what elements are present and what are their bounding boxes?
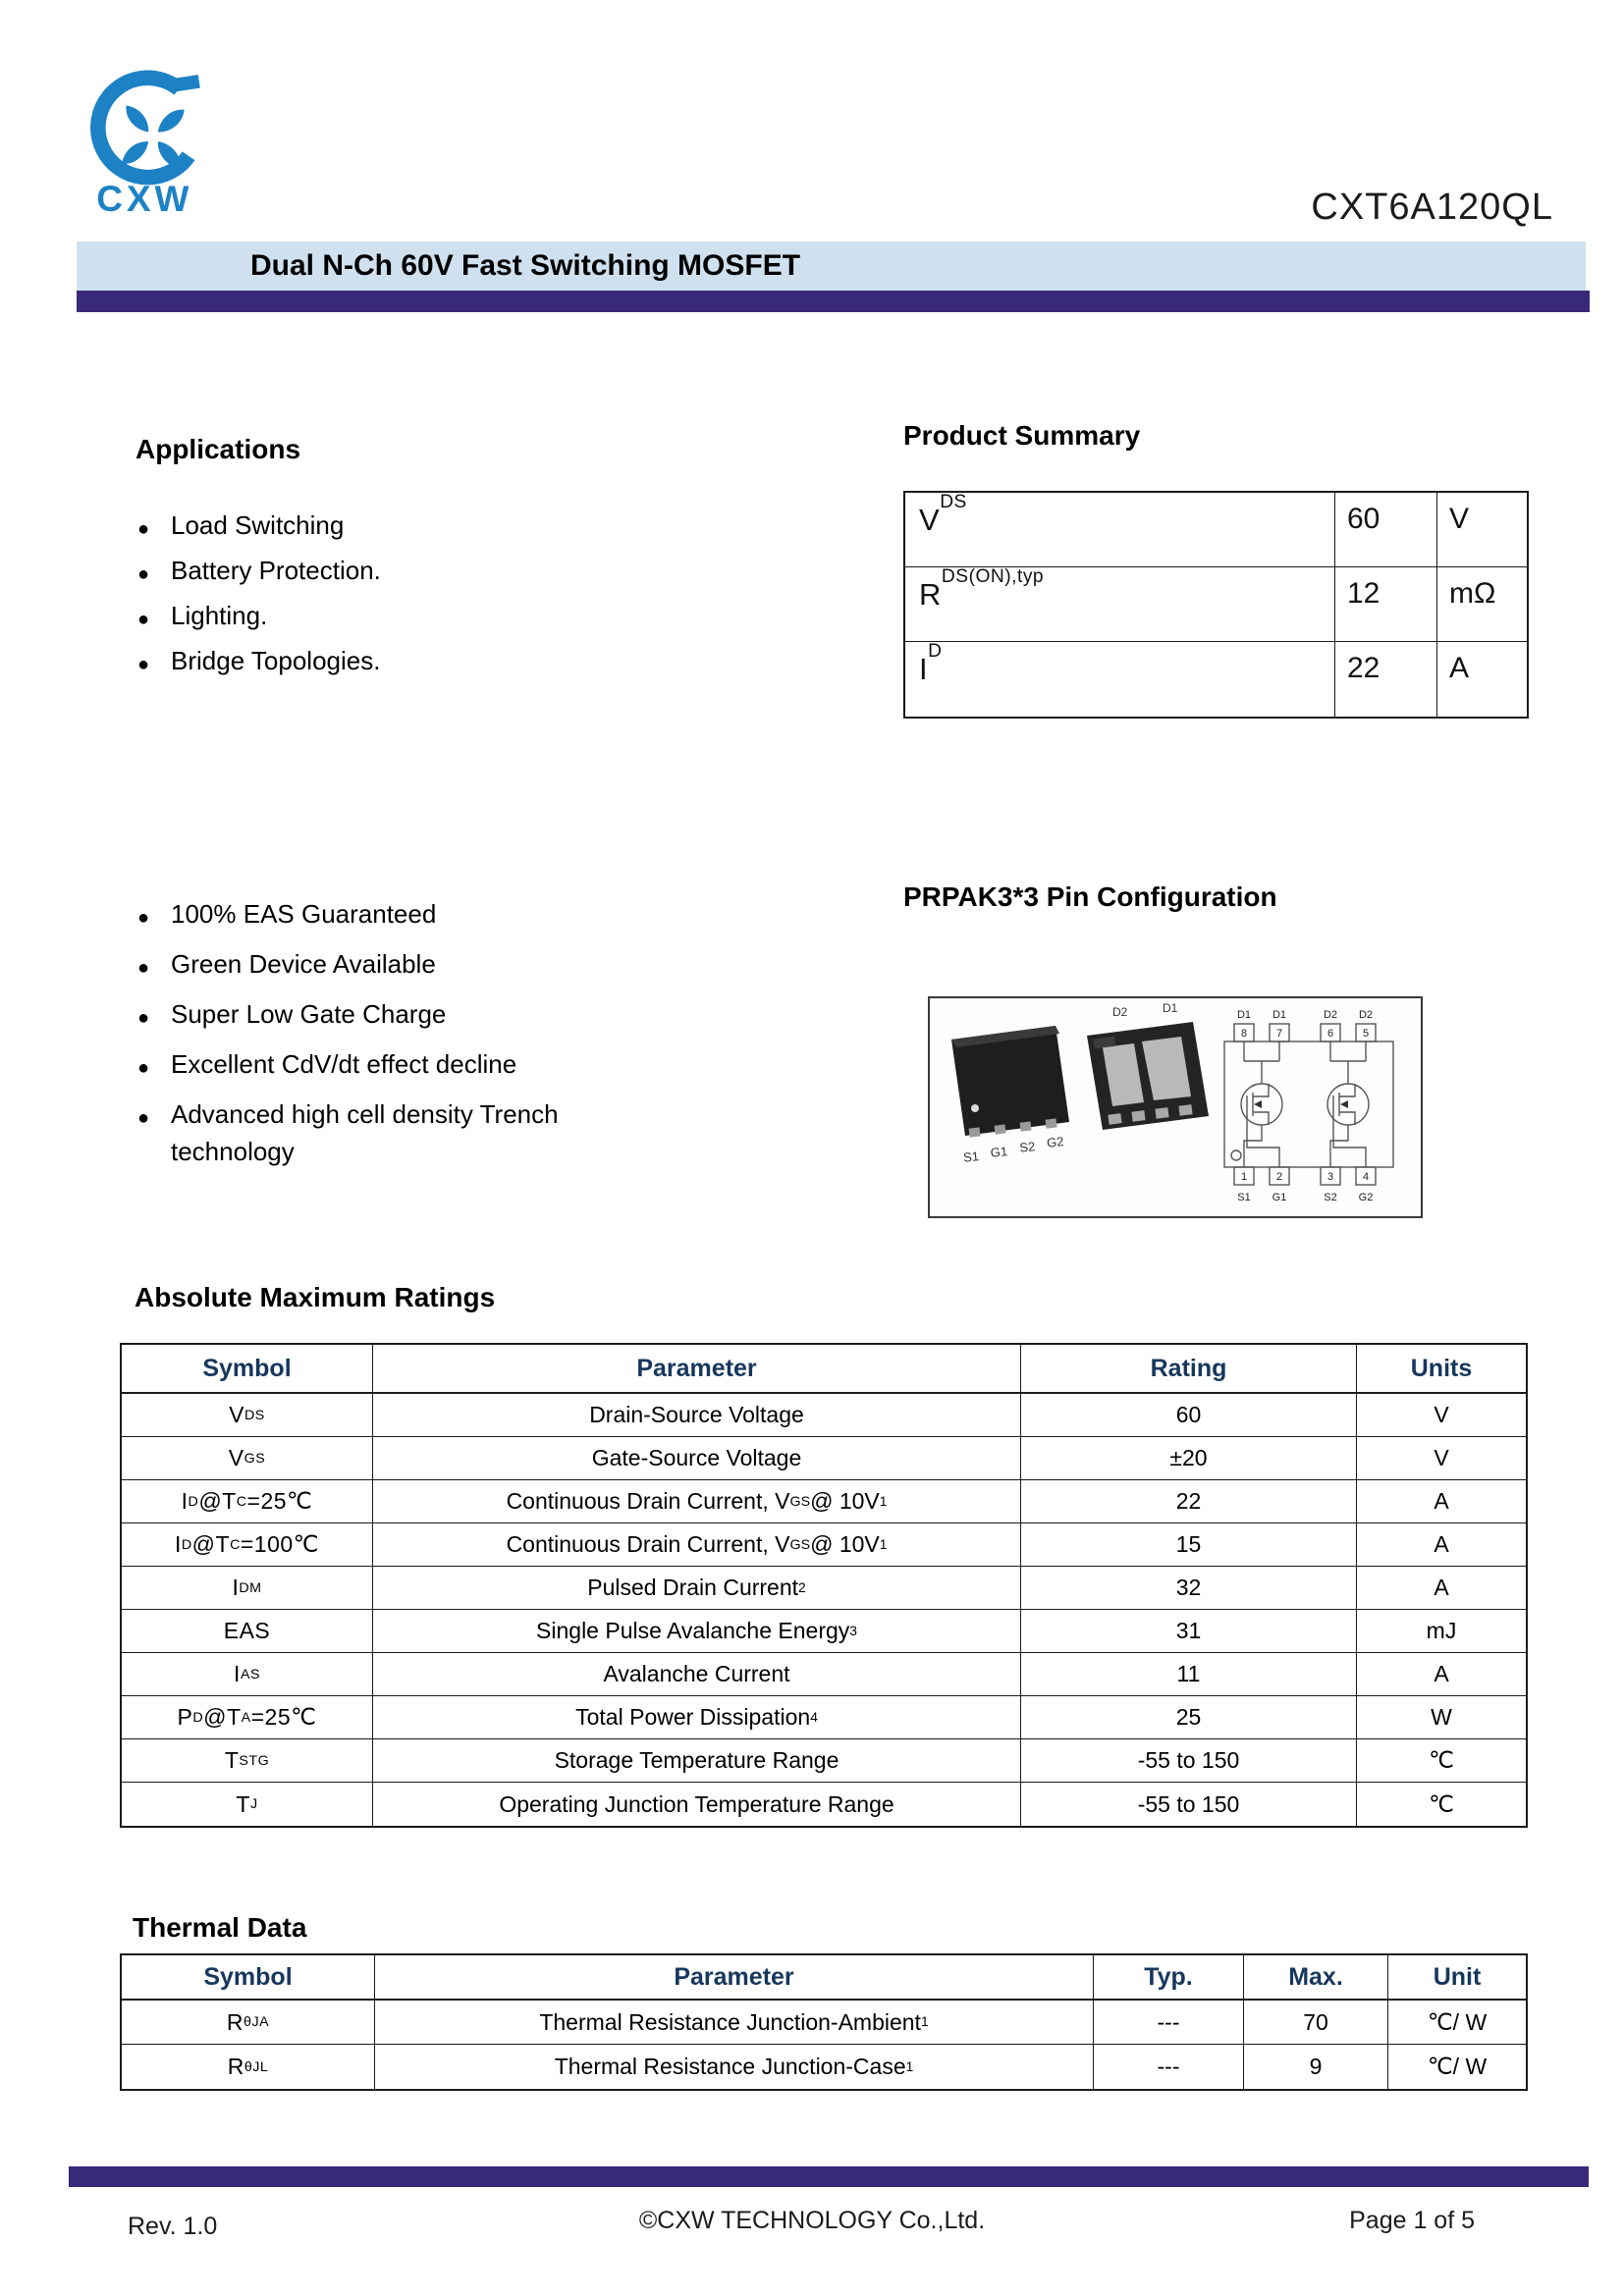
abs-max-heading: Absolute Maximum Ratings xyxy=(135,1282,496,1312)
column-header: Unit xyxy=(1388,1955,1526,2001)
part-number: CXT6A120QL xyxy=(1311,187,1553,228)
summary-symbol: V DS xyxy=(905,493,1335,567)
list-item xyxy=(137,593,381,638)
logo-flower-icon xyxy=(118,102,188,172)
pin-number: 1 xyxy=(1240,1171,1248,1183)
cell-parameter: Storage Temperature Range xyxy=(373,1739,1021,1783)
list-item xyxy=(137,941,628,991)
thermal-table xyxy=(120,1953,1528,2091)
summary-unit: V xyxy=(1437,493,1527,567)
cell-symbol: I D @T C =100℃ xyxy=(122,1523,373,1567)
list-item-label: Excellent CdV/dt effect decline xyxy=(171,1049,517,1079)
list-item xyxy=(137,1092,628,1170)
column-header: Symbol xyxy=(122,1345,373,1394)
package-pin-label: S2 xyxy=(1018,1139,1037,1155)
list-item xyxy=(137,991,628,1041)
cell-rating: 11 xyxy=(1021,1653,1357,1696)
product-summary-heading: Product Summary xyxy=(903,420,1141,451)
pinout-schematic xyxy=(1224,1024,1393,1185)
cell-rating: 22 xyxy=(1021,1480,1357,1523)
package-pad-label: D1 xyxy=(1163,1001,1178,1015)
list-item-label: Super Low Gate Charge xyxy=(171,999,447,1029)
cell-rating: -55 to 150 xyxy=(1021,1739,1357,1783)
thermal-heading: Thermal Data xyxy=(133,1912,307,1943)
cell-parameter: Total Power Dissipation 4 xyxy=(373,1696,1021,1739)
cell-parameter: Operating Junction Temperature Range xyxy=(373,1783,1021,1826)
cell-parameter: Thermal Resistance Junction-Ambient 1 xyxy=(375,2001,1094,2045)
bullet-icon xyxy=(137,510,171,541)
bullet-icon xyxy=(137,556,171,586)
banner-title: Dual N-Ch 60V Fast Switching MOSFET xyxy=(250,249,801,282)
list-item xyxy=(137,548,381,593)
cell-symbol: T STG xyxy=(122,1739,373,1783)
list-item-label: Bridge Topologies. xyxy=(171,645,381,675)
cell-units: V xyxy=(1357,1437,1526,1480)
list-item-label: Battery Protection. xyxy=(171,555,381,585)
cell-parameter: Continuous Drain Current, V GS @ 10V 1 xyxy=(373,1523,1021,1567)
summary-unit: mΩ xyxy=(1437,567,1527,642)
list-item-label: Advanced high cell density Trench technology xyxy=(171,1099,559,1166)
list-item xyxy=(137,1041,628,1092)
cell-unit: ℃/ W xyxy=(1427,2054,1488,2079)
cell-parameter: Gate-Source Voltage xyxy=(373,1437,1021,1480)
pin-name: D1 xyxy=(1272,1009,1287,1021)
pin-name: G2 xyxy=(1358,1192,1374,1203)
bullet-icon xyxy=(137,601,171,631)
cell-units: V xyxy=(1357,1394,1526,1437)
footer xyxy=(0,2207,1624,2246)
cell-typ: --- xyxy=(1094,2045,1244,2089)
pin-configuration-drawing xyxy=(930,998,1421,1216)
column-header: Units xyxy=(1357,1345,1526,1394)
column-header: Parameter xyxy=(373,1345,1021,1394)
pin-name: S1 xyxy=(1237,1192,1251,1203)
column-header: Rating xyxy=(1021,1345,1357,1394)
list-item xyxy=(137,891,628,941)
bullet-icon xyxy=(137,945,171,986)
summary-value: 12 xyxy=(1335,567,1437,642)
summary-value: 22 xyxy=(1335,642,1437,717)
package-pin-label: G2 xyxy=(1046,1134,1065,1150)
pin-number: 8 xyxy=(1240,1028,1248,1040)
cell-rating: 60 xyxy=(1021,1394,1357,1437)
cell-symbol: R θJA xyxy=(122,2001,375,2045)
pin-name: D1 xyxy=(1236,1009,1252,1021)
cell-max: 9 xyxy=(1244,2045,1388,2089)
summary-unit: A xyxy=(1449,652,1470,684)
cell-symbol: I D @T C =25℃ xyxy=(122,1480,373,1523)
cell-units: mJ xyxy=(1357,1610,1526,1653)
cell-parameter: Avalanche Current xyxy=(373,1653,1021,1696)
features-list xyxy=(137,891,628,1170)
column-header: Parameter xyxy=(375,1955,1094,2001)
package-top-view-image xyxy=(951,1026,1069,1165)
cell-parameter: Pulsed Drain Current 2 xyxy=(373,1567,1021,1610)
cell-units: A xyxy=(1357,1567,1526,1610)
pin-name: S2 xyxy=(1324,1192,1337,1203)
cell-parameter: Drain-Source Voltage xyxy=(373,1394,1021,1437)
package-pad-label: D2 xyxy=(1112,1005,1128,1019)
cell-parameter: Continuous Drain Current, V GS @ 10V 1 xyxy=(373,1480,1021,1523)
cell-symbol: I AS xyxy=(122,1653,373,1696)
product-summary-table xyxy=(903,491,1529,719)
logo-text: CXW xyxy=(96,179,193,220)
cell-parameter: Thermal Resistance Junction-Case 1 xyxy=(375,2045,1094,2089)
summary-symbol: R DS(ON),typ xyxy=(905,567,1335,642)
cell-rating: 25 xyxy=(1021,1696,1357,1739)
list-item-label: 100% EAS Guaranteed xyxy=(171,899,437,929)
summary-symbol: I D xyxy=(905,642,1335,717)
cell-rating: 15 xyxy=(1021,1523,1357,1567)
cell-symbol: T J xyxy=(122,1783,373,1826)
pin-number: 2 xyxy=(1275,1171,1283,1183)
logo-c-icon xyxy=(98,78,199,177)
pinout-labels xyxy=(1237,1009,1373,1203)
cell-max: 70 xyxy=(1244,2001,1388,2045)
abs-max-table xyxy=(120,1343,1528,1828)
cell-units: A xyxy=(1357,1523,1526,1567)
cell-units: ℃ xyxy=(1357,1739,1526,1783)
bullet-icon xyxy=(137,895,171,935)
title-banner xyxy=(77,241,1586,291)
pin-name: D2 xyxy=(1358,1009,1374,1021)
cell-rating: -55 to 150 xyxy=(1021,1783,1357,1826)
pin-number: 5 xyxy=(1362,1028,1370,1040)
cell-units: ℃ xyxy=(1429,1790,1454,1817)
cell-units: A xyxy=(1357,1653,1526,1696)
cell-symbol: EAS xyxy=(122,1610,373,1653)
list-item xyxy=(137,503,381,548)
applications-heading: Applications xyxy=(135,434,301,464)
pin-number: 3 xyxy=(1326,1171,1334,1183)
pin-name: G1 xyxy=(1272,1192,1287,1203)
pin-name: D2 xyxy=(1323,1009,1338,1021)
cell-symbol: P D @T A =25℃ xyxy=(122,1696,373,1739)
column-header: Typ. xyxy=(1094,1955,1244,2001)
column-header: Max. xyxy=(1244,1955,1388,2001)
pin-config-heading: PRPAK3*3 Pin Configuration xyxy=(903,881,1277,912)
bullet-icon xyxy=(137,1095,171,1136)
column-header: Symbol xyxy=(122,1955,375,2001)
cell-symbol: R θJL xyxy=(122,2045,375,2089)
cell-rating: 31 xyxy=(1021,1610,1357,1653)
revision-label: Rev. 1.0 xyxy=(128,2213,218,2240)
summary-value: 60 xyxy=(1335,493,1437,567)
pin-number: 7 xyxy=(1275,1028,1283,1040)
pin-number: 6 xyxy=(1326,1028,1334,1040)
cell-units: A xyxy=(1357,1480,1526,1523)
cell-units: W xyxy=(1357,1696,1526,1739)
package-pin-label: S1 xyxy=(962,1148,980,1165)
pin-configuration-figure xyxy=(928,996,1423,1218)
cell-symbol: V DS xyxy=(122,1394,373,1437)
package-bottom-view-image xyxy=(1087,1001,1209,1130)
bullet-icon xyxy=(137,1045,171,1086)
company-copyright: ©CXW TECHNOLOGY Co.,Ltd. xyxy=(638,2207,986,2234)
list-item-label: Load Switching xyxy=(171,509,345,540)
applications-list xyxy=(137,503,381,683)
package-pin-label: G1 xyxy=(990,1144,1008,1160)
list-item xyxy=(137,638,381,683)
cell-symbol: V GS xyxy=(122,1437,373,1480)
banner-underline-bar xyxy=(77,291,1590,312)
bullet-icon xyxy=(137,995,171,1036)
cell-symbol: I DM xyxy=(122,1567,373,1610)
list-item-label: Green Device Available xyxy=(171,949,436,979)
page-number: Page 1 of 5 xyxy=(1349,2207,1475,2234)
cell-parameter: Single Pulse Avalanche Energy 3 xyxy=(373,1610,1021,1653)
pin-number: 4 xyxy=(1362,1171,1370,1183)
footer-bar xyxy=(69,2166,1589,2187)
list-item-label: Lighting. xyxy=(171,600,268,630)
cell-typ: --- xyxy=(1094,2001,1244,2045)
company-logo xyxy=(71,39,238,221)
cell-unit: ℃/ W xyxy=(1388,2001,1526,2045)
bullet-icon xyxy=(137,646,171,676)
cell-rating: 32 xyxy=(1021,1567,1357,1610)
cell-rating: ±20 xyxy=(1021,1437,1357,1480)
